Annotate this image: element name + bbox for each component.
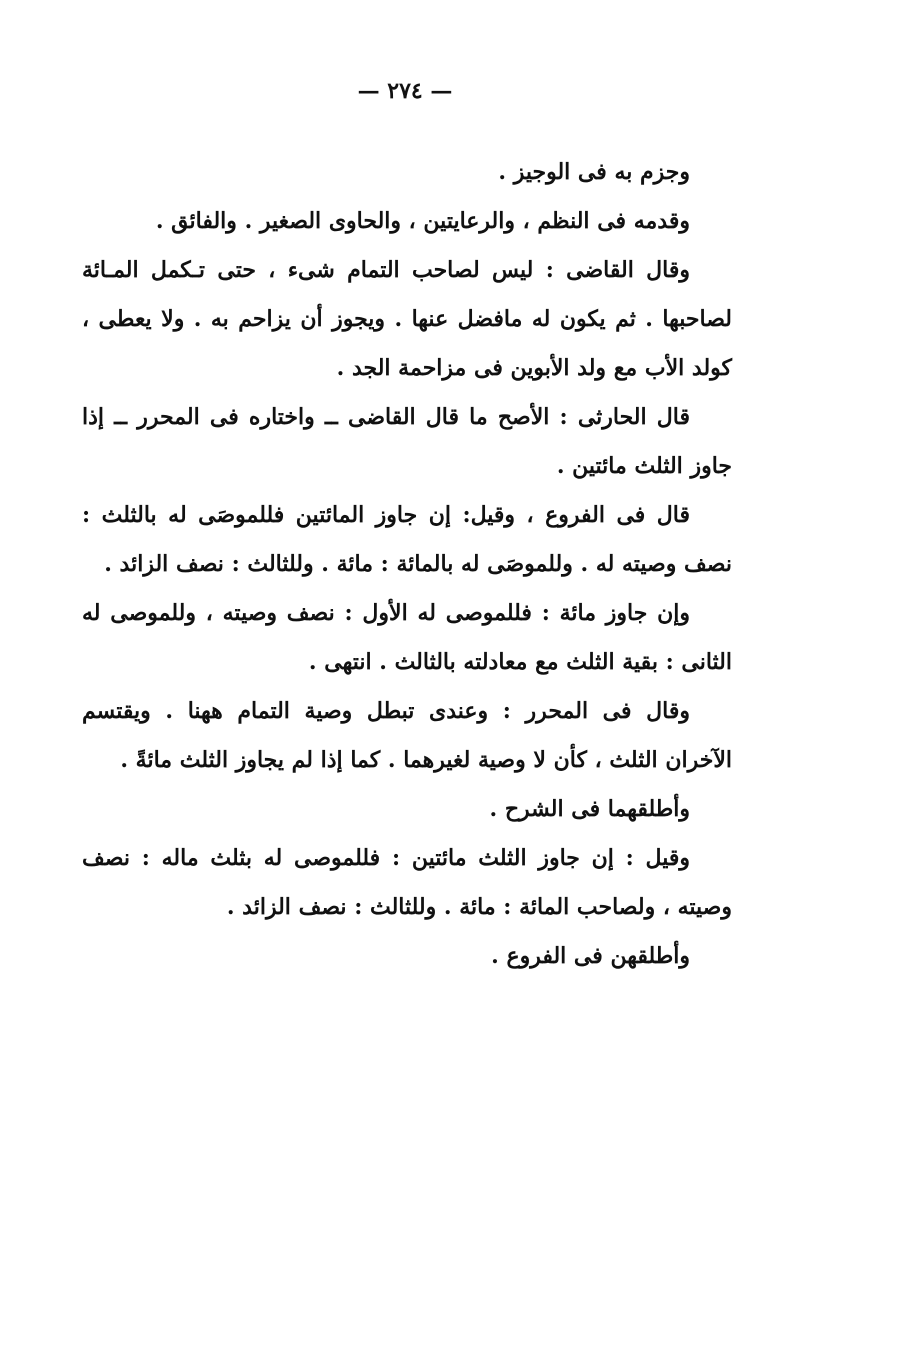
paragraph: وقال فى المحرر : وعندى تبطل وصية التمام ههنا . ويقتسم الآخران الثلث ، كأن لا وصية لغيرهما . كما إذا لم يجاوز الثلث مائةً . xyxy=(82,698,732,773)
paragraph: قال الحارثى : الأصح ما قال القاضى ــ واختاره فى المحرر ــ إذا جاوز الثلث مائتين . xyxy=(82,404,732,479)
paragraph: وإن جاوز مائة : فللموصى له الأول : نصف وصيته ، وللموصى له الثانى : بقية الثلث مع معادلته بالثالث . انتهى . xyxy=(82,600,732,675)
paragraph: وأطلقهما فى الشرح . xyxy=(489,796,690,822)
paragraph: وأطلقهن فى الفروع . xyxy=(491,943,690,969)
paragraph: وقدمه فى النظم ، والرعايتين ، والحاوى الصغير . والفائق . xyxy=(155,208,690,234)
paragraph: وقال القاضى : ليس لصاحب التمام شىء ، حتى تـكمل المـائة لصاحبها . ثم يكون له مافضل عنها . ويجوز أن يزاحم به . ولا يعطى ، كولد الأب مع ولد الأبوين فى مزاحمة الجد . xyxy=(82,257,732,381)
page-number: — ٢٧٤ — xyxy=(357,78,453,104)
paragraph: قال فى الفروع ، وقيل: إن جاوز المائتين فللموصَى له بالثلث : نصف وصيته له . وللموصَى له بالمائة : مائة . وللثالث : نصف الزائد . xyxy=(82,502,732,577)
body-text xyxy=(82,148,732,981)
paragraph: وقيل : إن جاوز الثلث مائتين : فللموصى له بثلث ماله : نصف وصيته ، ولصاحب المائة : مائة . وللثالث : نصف الزائد . xyxy=(82,845,732,920)
paragraph: وجزم به فى الوجيز . xyxy=(498,159,690,185)
